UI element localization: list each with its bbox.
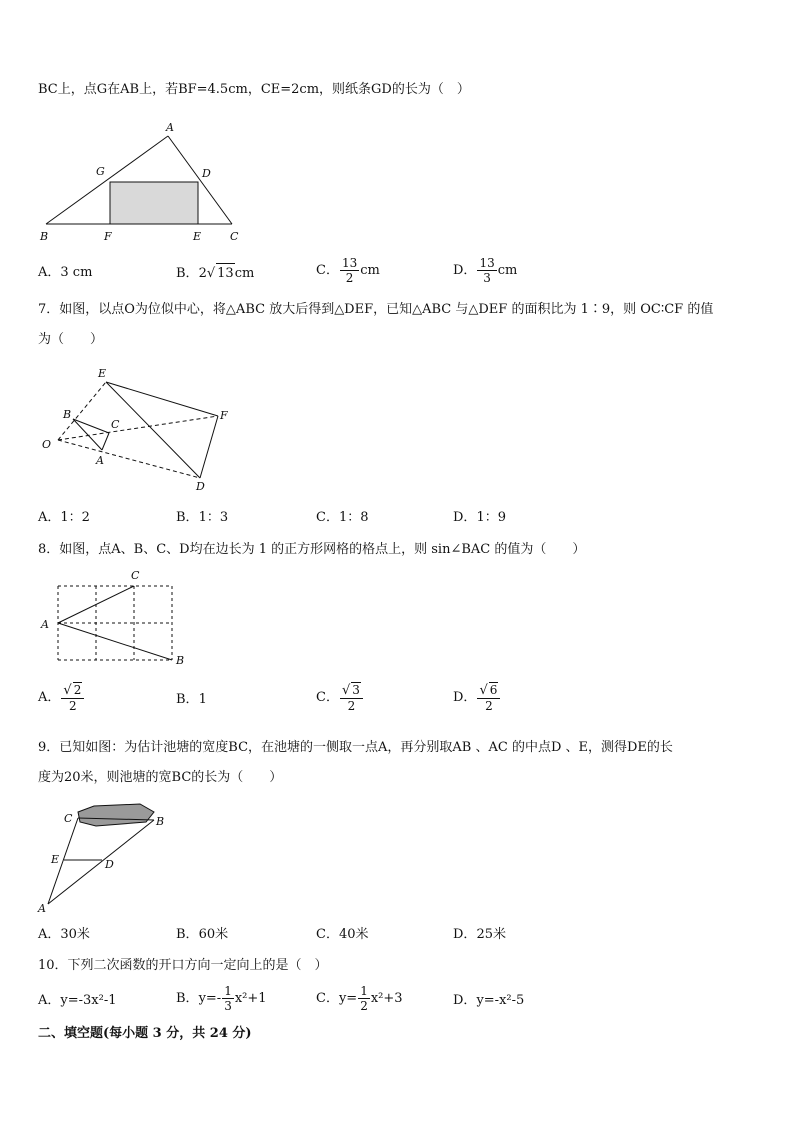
q8-option-a: A． $\frac{√ 2}{2}$: [38, 682, 85, 713]
q9-label-e: E: [51, 853, 60, 866]
q8-figure: [36, 566, 196, 670]
q9-option-a: A．30米: [38, 927, 90, 942]
q9-stem-line1: 9．已知如图：为估计池塘的宽度BC，在池塘的一侧取一点A，再分别取AB 、AC 的中点D 、E，测得DE的长: [38, 740, 673, 755]
q9-label-d: D: [105, 858, 114, 871]
q9-label-a: A: [38, 902, 46, 915]
q7-figure: [36, 362, 246, 494]
q6-label-b: B: [40, 230, 49, 243]
q10-stem: 10．下列二次函数的开口方向一定向上的是（ ）: [38, 958, 328, 973]
q10-option-c: C．y= $\frac{1}{2}$ x²+3: [316, 984, 403, 1013]
q7-stem-line2: 为（ ）: [38, 332, 104, 347]
q7-option-d: D．1：9: [453, 510, 506, 525]
q7-option-a: A．1：2: [38, 510, 90, 525]
q6-figure: [36, 118, 256, 246]
q8-stem: 8．如图，点A、B、C、D均在边长为 1 的正方形网格的格点上，则 sin∠BAC 的值为（ ）: [38, 542, 586, 557]
q7-label-f: F: [220, 409, 228, 422]
q6-option-a: A．3 cm: [38, 265, 93, 280]
q9-option-c: C．40米: [316, 927, 369, 942]
q7-label-c: C: [111, 418, 120, 431]
q9-option-b: B．60米: [176, 927, 229, 942]
q6-stem: BC上，点G在AB上，若BF=4.5cm，CE=2cm，则纸条GD的长为（ ）: [38, 82, 470, 97]
q6-option-c: C． $\frac{13}{2}$ cm: [316, 256, 380, 285]
q6-label-e: E: [193, 230, 202, 243]
q6-option-b: B．2√ 13cm: [176, 263, 254, 284]
q8-label-c: C: [131, 569, 140, 582]
q8-option-c: C． $\frac{√ 3}{2}$: [316, 682, 364, 713]
q9-option-d: D．25米: [453, 927, 506, 942]
q6-label-d: D: [202, 167, 211, 180]
q9-figure: [36, 800, 181, 920]
q7-label-e: E: [98, 367, 107, 380]
q7-option-c: C．1：8: [316, 510, 369, 525]
q8-option-d: D． $\frac{√ 6}{2}$: [453, 682, 501, 713]
q6-label-c: C: [230, 230, 239, 243]
q7-label-b: B: [63, 408, 72, 421]
q6-option-d: D． $\frac{13}{3}$ cm: [453, 256, 518, 285]
q7-option-b: B．1：3: [176, 510, 229, 525]
q9-label-c: C: [64, 812, 73, 825]
q10-option-d: D．y=-x²-5: [453, 993, 525, 1008]
q7-label-o: O: [42, 438, 52, 451]
q10-option-a: A．y=-3x²-1: [38, 993, 117, 1008]
q8-option-b: B．1: [176, 692, 207, 707]
q7-label-d: D: [196, 480, 205, 493]
q8-label-b: B: [176, 654, 185, 667]
q6-label-a: A: [166, 121, 174, 134]
q7-label-a: A: [96, 454, 104, 467]
q9-label-b: B: [156, 815, 165, 828]
q8-label-a: A: [41, 618, 49, 631]
section2-title: 二、填空题(每小题 3 分，共 24 分): [38, 1026, 252, 1041]
q6-label-g: G: [96, 165, 105, 178]
q9-stem-line2: 度为20米，则池塘的宽BC的长为（ ）: [38, 770, 283, 785]
q7-stem-line1: 7．如图，以点O为位似中心，将△ABC 放大后得到△DEF，已知△ABC 与△DEF 的面积比为 1∶9，则 OC∶CF 的值: [38, 302, 714, 317]
q6-label-f: F: [104, 230, 112, 243]
q10-option-b: B．y=- $\frac{1}{3}$ x²+1: [176, 984, 267, 1013]
